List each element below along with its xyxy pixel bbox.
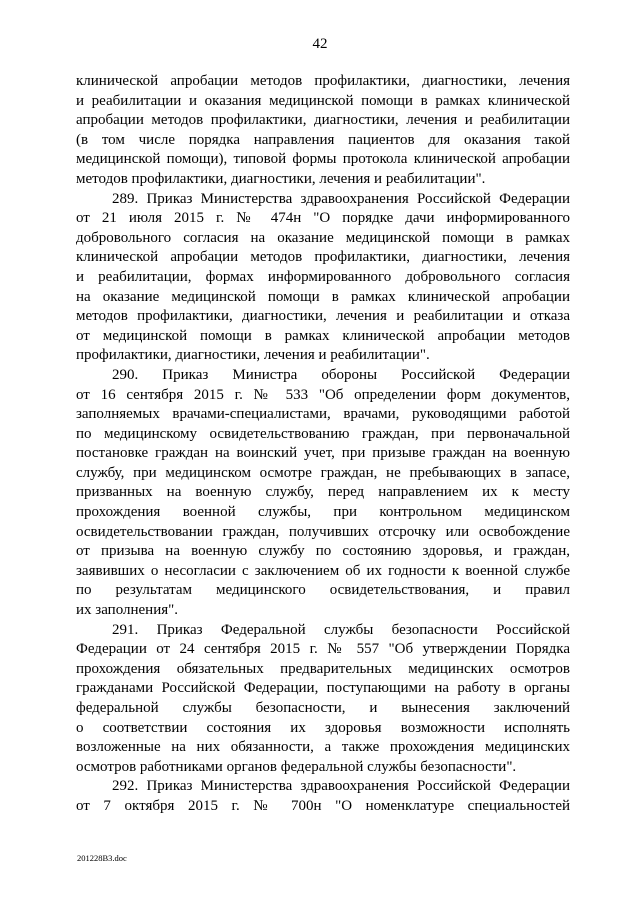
text-line: профилактики, диагностики, лечения и реабилитации". xyxy=(76,347,430,364)
document-body xyxy=(76,72,570,817)
text-line: клинической апробации методов профилактики, диагностики, лечения xyxy=(76,249,570,266)
text-line: клинической апробации методов профилактики, диагностики, лечения xyxy=(76,73,570,89)
text-line: методов профилактики, диагностики, лечения и реабилитации и отказа xyxy=(76,308,570,325)
text-line: 290. Приказ Министра обороны Российской Федерации xyxy=(112,366,570,383)
text-line: прохождения обязательных предварительных медицинских осмотров xyxy=(76,660,570,677)
text-line: на оказание медицинской помощи в рамках клинической апробации xyxy=(76,288,570,305)
text-line: методов профилактики, диагностики, лечения и реабилитации". xyxy=(76,170,486,187)
text-line: Федерации от 24 сентября 2015 г. № 557 "Об утверждении Порядка xyxy=(76,641,570,658)
text-line: гражданами Российской Федерации, поступающими на работу в органы xyxy=(76,680,570,697)
text-line: их заполнения". xyxy=(76,602,178,619)
text-line: прохождения военной службы, при контрольном медицинском xyxy=(76,504,570,521)
text-line: службу, при медицинском осмотре граждан, не пребывающих в запасе, xyxy=(76,464,570,481)
text-line: заявивших о несогласии с заключением об их годности к военной службе xyxy=(76,562,570,579)
text-line: апробации методов профилактики, диагностики, лечения и реабилитации xyxy=(76,112,570,129)
text-line: возложенные на них обязанности, а также прохождения медицинских xyxy=(76,739,570,756)
text-line: (в том числе порядка направления пациентов для оказания такой xyxy=(76,131,570,148)
text-line: 292. Приказ Министерства здравоохранения Российской Федерации xyxy=(112,778,570,795)
text-line: 291. Приказ Федеральной службы безопасности Российской xyxy=(112,621,570,638)
text-line: о соответствии состояния их здоровья возможности исполнять xyxy=(76,719,570,736)
text-line: федеральной службы безопасности, и вынесения заключений xyxy=(76,700,570,716)
text-line: от 7 октября 2015 г. № 700н "О номенклатуре специальностей xyxy=(76,797,570,814)
text-line: от медицинской помощи в рамках клинической апробации методов xyxy=(76,327,570,344)
text-line: и реабилитации, формах информированного добровольного согласия xyxy=(76,268,570,285)
text-line: призванных на военную службу, перед направлением их к месту xyxy=(76,484,570,501)
text-line: медицинской помощи), типовой формы протокола клинической апробации xyxy=(76,151,570,168)
text-line: освидетельствовании граждан, получивших отсрочку или освобождение xyxy=(76,523,570,540)
file-name-footer: 201228В3.doc xyxy=(77,853,127,863)
text-line: по медицинскому освидетельствованию граждан, при первоначальной xyxy=(76,425,570,442)
text-line: 289. Приказ Министерства здравоохранения Российской Федерации xyxy=(112,190,570,207)
text-line: по результатам медицинского освидетельствования, и правил xyxy=(76,582,570,599)
page-number: 42 xyxy=(312,36,328,52)
text-line: от 16 сентября 2015 г. № 533 "Об определении форм документов, xyxy=(76,386,570,403)
text-line: постановке граждан на воинский учет, при призыве граждан на военную xyxy=(76,445,570,462)
text-line: от 21 июля 2015 г. № 474н "О порядке дачи информированного xyxy=(76,210,570,227)
text-line: добровольного согласия на оказание медицинской помощи в рамках xyxy=(76,229,570,246)
text-line: и реабилитации и оказания медицинской помощи в рамках клинической xyxy=(76,92,570,109)
text-line: осмотров работниками органов федеральной службы безопасности". xyxy=(76,758,517,775)
text-line: заполняемых врачами-специалистами, врачами, руководящими работой xyxy=(76,406,570,423)
text-line: от призыва на военную службу по состоянию здоровья, и граждан, xyxy=(76,543,570,560)
